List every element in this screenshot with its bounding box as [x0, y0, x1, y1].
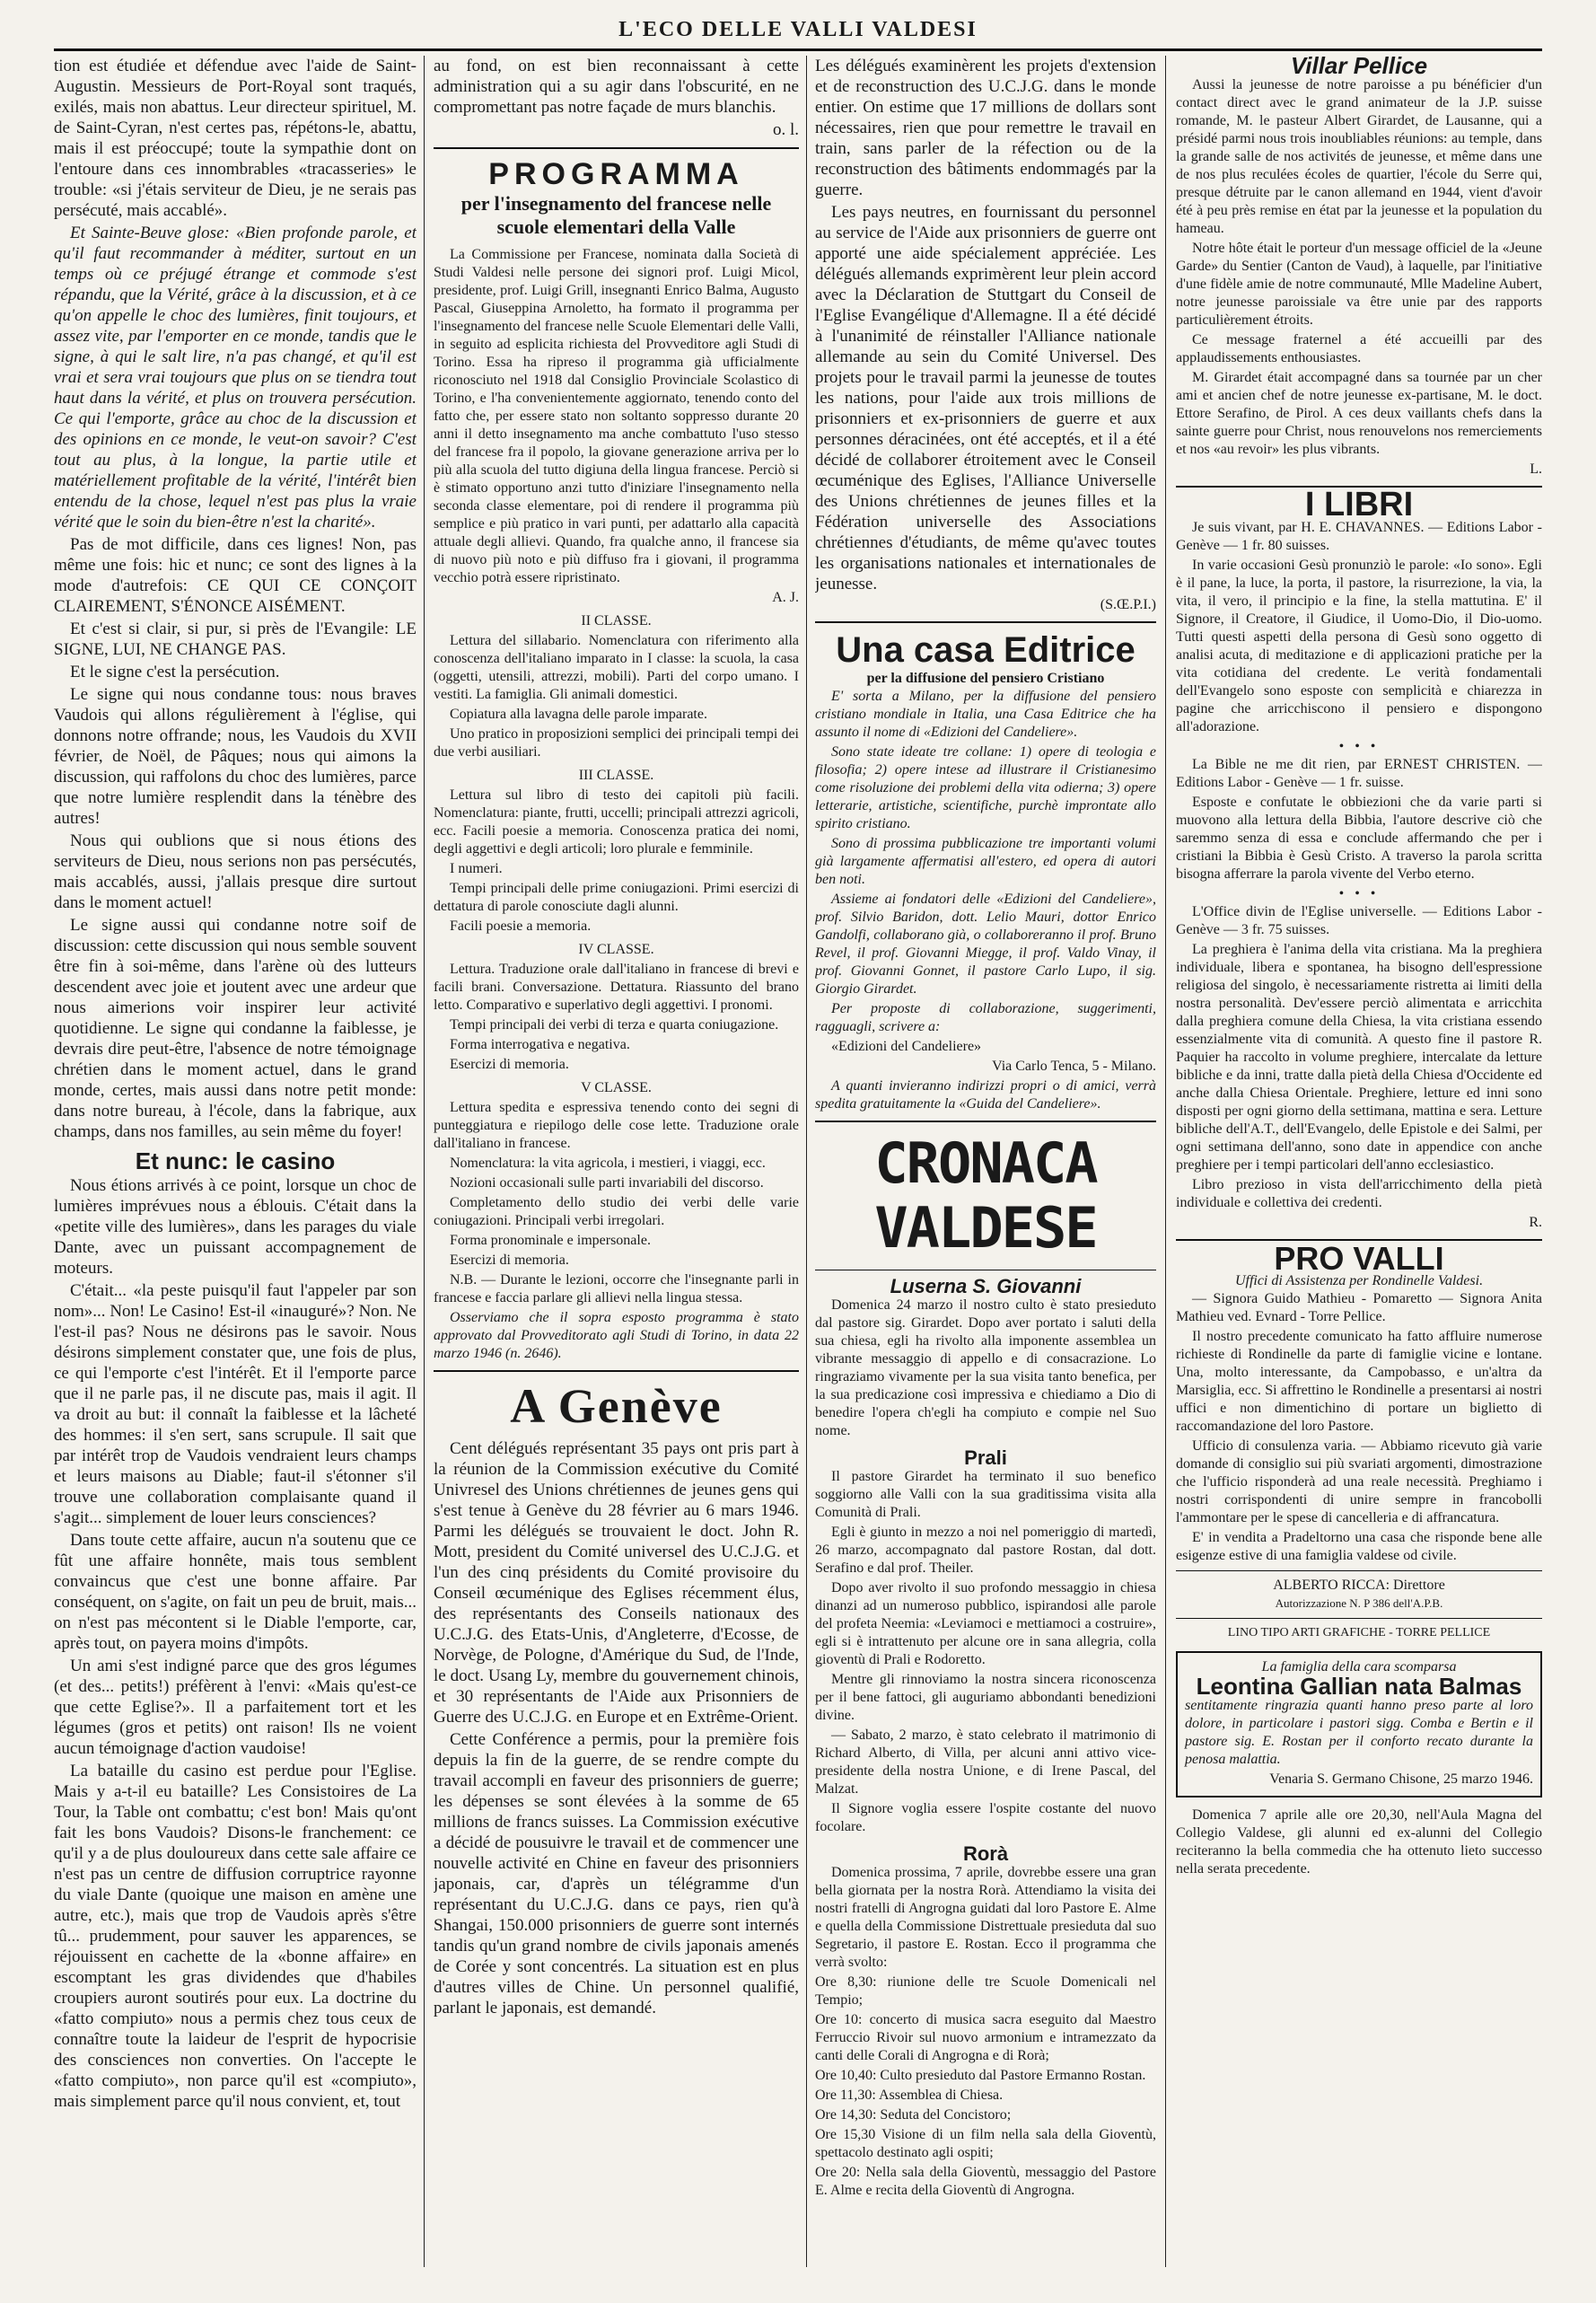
- paragraph: Domenica 7 aprile alle ore 20,30, nell'Aula Magna del Collegio Valdese, gli alunni ed ex-alunni del Collegio reciteranno la bella commedia che ha ottenuto lieto successo nella serata precedente.: [1176, 1807, 1542, 1877]
- paragraph: La Commissione per Francese, nominata dalla Società di Studi Valdesi nelle persone dei signori prof. Luigi Micol, presidente, prof. Luigi Grill, insegnanti Enrico Balma, Augusto Pascal, Giuseppina Arnoletto, ha formato il programma per l'insegnamento del francese nelle Scuole Elementari delle Valli, in seguito ad esplicita richiesta del Provveditore agli Studi di Torino. Essa ha ripreso il programma già ufficialmente riconosciuto nel 1918 dal Consiglio Provinciale Scolastico di Torino, e l'ha convenientemente aggiornato, tenendo conto del fatto che, per essere stato non soltanto soppresso durante 20 anni il detto insegnamento ma anche combattuto l'uso stesso del francese fra il popolo, la giovane generazione arriva per lo più alla scuola del tutto digiuna della lingua francese. Perciò si è stimato opportuno anzi tutto d'iniziare l'insegnamento nella seconda classe elementare, poi di rendere il programma più semplice e più pratico in vari punti, per adattarlo alla capacità attuale degli allievi. Quando, fra qualche anno, il francese sia di nuovo più noto e più diffuso fra i giovani, il programma vecchio potrà essere ripristinato.: [434, 247, 799, 585]
- signature: L.: [1530, 461, 1542, 477]
- paragraph: Nomenclatura: la vita agricola, i mestieri, i viaggi, ecc.: [450, 1156, 766, 1171]
- paragraph: La preghiera è l'anima della vita cristiana. Ma la preghiera individuale, libera e spontanea, ha bisogno dell'espressione religiosa del singolo, è necessariamente ristretta ai limiti della nostra personalità. Dev'essere perciò alimentata e arricchita dalla preghiera comune della Chiesa, la vita cristiana essendo essenzialmente vita di comunità. A questo fine il pastore R. Paquier ha raccolto in volume preghiere, intercalate da letture bibliche e da inni, tratte dalla pietà della Chiesa d'Occidente ed anche dalla Chiesa Orientale. Preghiere, letture ed inni sono disposti per ogni giorno della settimana, mattina e sera. Letture bibliche dell'A.T., dell'Evangelo, delle Epistole e dei Salmi, per ogni settimana dell'anno, sono date in appendice con anche preghiere per i tempi particolari dell'anno ecclesiastico.: [1176, 942, 1542, 1173]
- paragraph: Domenica 24 marzo il nostro culto è stato presieduto dal pastore sig. Girardet. Dopo aver portato i saluti della sua chiesa, egli ha rivolto alla imponente assemblea un vibrante messaggio di appello e di consacrazione. Lo ringraziamo vivamente per la sua visita tanto benefica, per la sua predicazione così impressiva e chiediamo a Dio di benedire l'opera ch'egli ha compiuto e compie nel Suo nome.: [815, 1297, 1156, 1438]
- paragraph: Le signe aussi qui condanne notre soif de discussion: cette discussion qui nous semble souvent être fin à soi-même, dans l'arène où des lutteurs descendent avec joie et joutent avec une ardeur que nous aimerions voir inspirer leur activité quotidienne. Le signe qui condanne la faiblesse, je devrais dire peut-être, l'absence de notre témoignage chrétien dans le moment actuel, dans le grand monde, certes, mais aussi dans notre petit monde: dans notre bureau, à l'école, dans la fabrique, aux champs, dans nos familles, au sein même du foyer!: [54, 916, 417, 1141]
- paragraph: Esercizi di memoria.: [450, 1253, 569, 1268]
- paragraph: Notre hôte était le porteur d'un message officiel de la «Jeune Garde» du Sentier (Canton de Vaud), à laquelle, par l'initiative d'une fidèle amie de notre communauté, Mlle Madeline Aubert, notre jeunesse paroissiale va être unie par des rapports particulièrement étroits.: [1176, 241, 1542, 328]
- paragraph: Tempi principali dei verbi di terza e quarta coniugazione.: [450, 1017, 779, 1033]
- classe-heading: III CLASSE.: [578, 768, 654, 783]
- program-line: Ore 10,40: Culto presieduto dal Pastore Ermanno Rostan.: [815, 2068, 1146, 2083]
- paragraph: Completamento dello studio dei verbi delle varie coniugazioni. Principali verbi irregolari.: [434, 1195, 799, 1228]
- paragraph: Libro prezioso in vista dell'arricchimento della pietà individuale e collettiva dei credenti.: [1176, 1177, 1542, 1210]
- paragraph: Egli è giunto in mezzo a noi nel pomeriggio di martedì, 26 marzo, accompagnato dal pastore Rostan, dal dott. Serafino e dal prof. Theiler.: [815, 1525, 1156, 1576]
- paragraph: C'était... «la peste puisqu'il faut l'appeler par son nom»... Non! Le Casino! Est-il «inauguré»? Non. Ne l'est-il pas? Nous ne désirons pas le savoir. Nous désirons simplement constater que, une fois de plus, ce qui l'emporte c'est l'intérêt. Et il l'emporte parce que il ne parle pas, il ne discute pas, mais il agit. Il va droit au but: il connaît la faiblesse et la lâcheté des hommes: il s'en sert, sans scrupule. Il sait que par intérêt trop de Vaudois vendraient leurs champs et leurs maisons au Diable; faut-il s'étonner s'il trouve une collaboration complaisante quand il s'agit... simplement de louer leurs consciences?: [54, 1281, 417, 1527]
- paragraph: A quanti invieranno indirizzi propri o di amici, verrà spedita gratuitamente la «Guida del Candeliere».: [815, 1078, 1156, 1112]
- paragraph: Un ami s'est indigné parce que des gros légumes (et des... petits!) préfèrent à l'envi: «Mais qu'est-ce que cette Eglise?». Il a parfaitement tort et les légumes (gros et petits) ont raison! Ils ne voient aucun témoignage d'action vaudoise!: [54, 1657, 417, 1758]
- paragraph: Copiatura alla lavagna delle parole imparate.: [450, 707, 707, 722]
- obituary-intro: La famiglia della cara scomparsa: [1261, 1659, 1457, 1675]
- paragraph: — Signora Guido Mathieu - Pomaretto — Signora Anita Mathieu ved. Evnard - Torre Pellice.: [1176, 1291, 1542, 1324]
- paragraph: E' in vendita a Pradeltorno una casa che risponde bene alle esigenze estive di una famiglia valdese od civile.: [1176, 1530, 1542, 1563]
- classe-heading: II CLASSE.: [581, 613, 652, 628]
- column-2: [434, 56, 799, 2267]
- obituary-box: [1176, 1651, 1542, 1798]
- classe-heading: IV CLASSE.: [578, 942, 654, 957]
- paragraph: Les délégués examinèrent les projets d'extension et de reconstruction des U.C.J.G. dans le monde entier. On estime que 17 millions de dollars sont nécessaires, rien que pour remettre le travail en train, sans parler de la réfection ou de la reconstruction des bâtiments endommagés par la guerre.: [815, 57, 1156, 199]
- paragraph: Facili poesie a memoria.: [450, 919, 592, 934]
- paragraph: Lettura. Traduzione orale dall'italiano in francese di brevi e facili brani. Conversazione. Dettatura. Riassunto del brano letto. Comparativo e superlativo degli aggettivi. I pronomi.: [434, 962, 799, 1013]
- director-line: ALBERTO RICCA: Direttore: [1273, 1578, 1445, 1593]
- paragraph: L'Office divin de l'Eglise universelle. — Editions Labor - Genève — 3 fr. 75 suisses.: [1176, 904, 1542, 937]
- signature: o. l.: [772, 120, 799, 139]
- divider: [815, 1121, 1156, 1122]
- paragraph: Assieme ai fondatori delle «Edizioni del Candeliere», prof. Silvio Baridon, dott. Lelio Mauri, dottor Enrico Gandolfi, collaborano già, o collaboreranno il prof. Bruno Revel, il prof. Giovanni Miegge, il prof. Valdo Vinay, il prof. Giovanni Gonnet, il pastore Carlo Lupo, il sig. Giorgio Girardet.: [815, 892, 1156, 997]
- section-heading-casino: Et nunc: le casino: [135, 1147, 336, 1174]
- paragraph: Je suis vivant, par H. E. CHAVANNES. — Editions Labor - Genève — 1 fr. 80 suisses.: [1176, 520, 1542, 553]
- paragraph: La Bible ne me dit rien, par ERNEST CHRISTEN. — Editions Labor - Genève — 1 fr. suisse.: [1176, 757, 1542, 790]
- paragraph: Sono di prossima pubblicazione tre importanti volumi già largamente affermatisi all'estero, ed opera di autori ben noti.: [815, 836, 1156, 887]
- subheading-pro-valli: Uffici di Assistenza per Rondinelle Valdesi.: [1234, 1273, 1484, 1288]
- paragraph: Et le signe c'est la persécution.: [70, 663, 280, 681]
- paragraph: Osserviamo che il sopra esposto programma è stato approvato dal Provveditorato agli Studi di Torino, in data 22 marzo 1946 (n. 2646).: [434, 1310, 799, 1361]
- paragraph: «Edizioni del Candeliere»: [831, 1039, 982, 1054]
- printer-line: LINO TIPO ARTI GRAFICHE - TORRE PELLICE: [1227, 1626, 1491, 1639]
- heading-rora: Rorà: [962, 1842, 1009, 1865]
- paragraph: Via Carlo Tenca, 5 - Milano.: [992, 1059, 1156, 1074]
- obituary-name: Leontina Gallian nata Balmas: [1196, 1673, 1522, 1700]
- paragraph: Forma interrogativa e negativa.: [450, 1037, 630, 1052]
- paragraph: Nous qui oublions que si nous étions des serviteurs de Dieu, nous serions non pas persécutés, mais accablés, aussi, j'allais presque dire surtout dans le moment actuel!: [54, 831, 417, 912]
- divider: [434, 147, 799, 149]
- paragraph: — Sabato, 2 marzo, è stato celebrato il matrimonio di Richard Alberto, di Villa, per alcuni anni attivo vice-presidente della nostra Unione, e di Irene Pascal, del Malzat.: [815, 1727, 1156, 1797]
- paragraph: Nous étions arrivés à ce point, lorsque un choc de lumières imprévues nous a éblouis. C'était dans la «petite ville des lumières», dans les parages du viale Dante, avec un puissant accompagnement de moteurs.: [54, 1176, 417, 1278]
- paragraph: Cette Conférence a permis, pour la première fois depuis la fin de la guerre, de se rendre compte du travail accompli en faveur des prisonniers de guerre; les dépenses se sont élevées à la somme de 65 millions de francs suisses. La Commission exécutive a décidé de pousuivre le travail et de commencer une nouvelle activité en Chine en faveur des prisonniers japonais, car, d'après un télégramme d'un représentant du U.C.J.G. dans ce pays, rien qu'à Shangai, 150.000 prisonniers de guerre sont internés tandis qu'un grand nombre de civils japonais amenés de Corée y sont concentrés. La situation est en plus d'autres villes de Chine. Un personnel qualifié, parlant le japonais, est demandé.: [434, 1730, 799, 2017]
- column-rule: [424, 56, 425, 2267]
- paragraph: Lettura del sillabario. Nomenclatura con riferimento alla conoscenza dell'italiano imparato in I classe: la scuola, la casa (oggetti, utensili, attrezzi, mobili). Parti del corpo umano. I vestiti. La famiglia. Gli animali domestici.: [434, 633, 799, 702]
- paragraph: E' sorta a Milano, per la diffusione del pensiero cristiano mondiale in Italia, una Casa Editrice che ha assunto il nome di «Edizioni del Candeliere».: [815, 689, 1156, 740]
- heading-villar-pellice: Villar Pellice: [1290, 56, 1428, 79]
- paragraph: Il Signore voglia essere l'ospite costante del nuovo focolare.: [815, 1801, 1156, 1834]
- paragraph: Esposte e confutate le obbiezioni che da varie parti si muovono alla lettura della Bibbia, l'autore descrive ciò che saremmo senza di essa e conclude affermando che per i cristiani la Bibbia è Gesù Cristo. A traverso la parola scritta bisogna afferrare la parola vivente del Verbo eterno.: [1176, 795, 1542, 882]
- paragraph: Et c'est si clair, si pur, si près de l'Evangile: LE SIGNE, LUI, NE CHANGE PAS.: [54, 620, 417, 659]
- paragraph: au fond, on est bien reconnaissant à cette administration qui a su agir dans l'obscurité, en ne compromettant pas notre façade de murs blanchis.: [434, 57, 799, 117]
- paragraph: Mentre gli rinnoviamo la nostra sincera riconoscenza per il bene fattoci, gli auguriamo abbondanti benedizioni divine.: [815, 1672, 1156, 1723]
- column-rule: [1165, 56, 1166, 2267]
- paragraph: Ufficio di consulenza varia. — Abbiamo ricevuto già varie domande di consiglio sui più svariati argomenti, dimostrazione che l'ufficio risponderà ad una reale necessità. Preghiamo i nostri corrispondenti di unire sempre in francobolli l'ammontare per le spese di cancelleria e di affrancatura.: [1176, 1438, 1542, 1525]
- separator-dots: • • •: [1338, 886, 1380, 901]
- signature: R.: [1529, 1215, 1542, 1230]
- paragraph: I numeri.: [450, 861, 503, 876]
- heading-i-libri: I LIBRI: [1304, 486, 1414, 523]
- paragraph: sentitamente ringrazia quanti hanno preso parte al loro dolore, in particolare i pastori sigg. Comba e Bertin e il pastore sig. E. Rostan per il conforto recato durante la penosa malattia.: [1185, 1698, 1533, 1767]
- paragraph: Aussi la jeunesse de notre paroisse a pu bénéficier d'un contact direct avec le grand animateur de la J.P. suisse romande, M. le pasteur Albert Girardet, de Lausanne, qui a présidé parmi nous trois inoubliables réunions: au temple, dans la grande salle de nos activités de jeunesse, et même dans une de nos plus reculées écoles de quartier, l'école du Serre qui, presque détruite par le canon allemand en 1944, vient d'avoir été à peu près remise en état par la jeunesse et la population du hameau.: [1176, 77, 1542, 236]
- program-line: Ore 14,30: Seduta del Concistoro;: [815, 2107, 1012, 2123]
- paragraph: Dans toute cette affaire, aucun n'a soutenu que ce fût une affaire honnête, mais tous semblent convaincus que c'est une bonne affaire. Par conséquent, on s'agite, on fait un peu de bruit, mais... on n'est pas mécontent si le Diable l'emporte, car, après tout, on payera moins d'impôts.: [54, 1531, 417, 1653]
- program-line: Ore 20: Nella sala della Gioventù, messaggio del Pastore E. Alme e recita della Gioventù di Angrogna.: [815, 2165, 1156, 2198]
- paragraph: Esercizi di memoria.: [450, 1057, 569, 1072]
- paragraph: Et Sainte-Beuve glose: «Bien profonde parole, et qu'il faut recommander à méditer, surtout en un temps où ce préjugé étrange et commode s'est répandu, que la Vérité, grâce à la discussion, et à ce qu'on appelle le choc des lumières, finit toujours, et assez vite, par l'emporter en ce monde, tandis que le signe, à qui le salt lire, n'a pas changé, et qu'il est vrai et sera vrai toujours que plus on se tiendra tout haut dans la vérité, et plus on trouvera persécution. Ce qui l'emporte, grâce au choc de la discussion et des opinions en ce monde, le veut-on savoir? C'est tout au plus, à la longue, la partie utile et matériellement profitable de la vérité, l'intérêt bien entendu de la chose, lequel n'est pas plus la vraie vérité que le soin du bien-être n'est la charité».: [54, 224, 417, 532]
- separator-dots: • • •: [1338, 739, 1380, 754]
- paragraph: Les pays neutres, en fournissant du personnel au service de l'Aide aux prisonniers de guerre ont apporté une aide spécialement appréciée. Les délégués allemands exprimèrent leur plein accord avec la Déclaration de Stuttgart du Conseil de l'Eglise Evangélique d'Allemagne. Il a été décidé à l'unanimité de réinstaller l'Alliance nationale allemande au sein du Comité Universel. Des projets pour le travail parmi la jeunesse de toutes les nations, pour l'aide aux trois millions de prisonniers et ex-prisonniers de guerre et aux personnes déracinées, ont été acceptés, et il a été décidé de collaborer étroitement avec le Conseil œcuménique des Eglises, l'Alliance Universelle des Unions chrétiennes de jeunes filles et la Fédération universelle des Associations chrétiennes d'étudiants, de même qu'avec toutes les organisations nationales et internationales de jeunesse.: [815, 203, 1156, 593]
- obituary-date: Venaria S. Germano Chisone, 25 marzo 1946.: [1269, 1771, 1533, 1787]
- divider: [434, 1370, 799, 1372]
- paragraph: In varie occasioni Gesù pronunziò le parole: «Io sono». Egli è il pane, la luce, la porta, il pastore, la risurrezione, la via, la vita, il vero, il principio e la fine, la stella mattutina. E' il Signore, il Creatore, il Giudice, il Uomo-Dio, il Dio-uomo. Tutti questi aspetti della persona di Gesù sono oggetto di analisi acuta, di meditazione e di applicazioni pratiche per la vita cotidiana del credente. Le verità fondamentali dell'Evangelo sono esposte con semplicità e chiarezza in pagine che arricchiscono il pensiero e dispongono all'adorazione.: [1176, 558, 1542, 734]
- heading-luserna: Luserna S. Giovanni: [890, 1275, 1082, 1297]
- authorization-line: Autorizzazione N. P 386 dell'A.P.B.: [1275, 1596, 1443, 1610]
- paragraph: Le signe qui nous condanne tous: nous braves Vaudois qui allons régulièrement à l'église, qui donnons notre offrande; nous, les Vaudois du XVII février, de Noël, de Pâques; nous qui aimons la discussion, qui raffolons du choc des lumières, parce que notre lumière resplendit dans la ténèbre des autres!: [54, 685, 417, 828]
- paragraph: Per proposte di collaborazione, suggerimenti, ragguagli, scrivere a:: [815, 1001, 1156, 1034]
- paragraph: Domenica prossima, 7 aprile, dovrebbe essere una gran bella giornata per la nostra Rorà. Attendiamo la visita dei nostri fratelli di Angrogna guidati dal loro Pastore E. Alme e quella della Commissione Distrettuale presieduta dal suo Segretario, il pastore E. Rostan. Ecco il programma che verrà svolto:: [815, 1865, 1156, 1970]
- signature: A. J.: [772, 590, 799, 605]
- masthead: L'ECO DELLE VALLI VALDESI: [54, 13, 1542, 51]
- heading-prali: Prali: [964, 1446, 1007, 1469]
- paragraph: Uno pratico in proposizioni semplici dei principali tempi dei due verbi ausiliari.: [434, 726, 799, 760]
- heading-programma: PROGRAMMA: [488, 157, 744, 191]
- paragraph: Il nostro precedente comunicato ha fatto affluire numerose richieste di Rondinelle da parte di famiglie vicine e lontane. Una, molto interessante, da Campobasso, e un'altra da Marsiglia, ecc. Si affrettino le Rondinelle a presentarsi ai nostri uffici e non dimentichino di portare un biglietto di raccomandazione del loro Pastore.: [1176, 1329, 1542, 1434]
- heading-geneve: A Genève: [510, 1379, 723, 1433]
- heading-pro-valli: PRO VALLI: [1274, 1240, 1444, 1277]
- divider: [1176, 1618, 1542, 1619]
- paragraph: Pas de mot difficile, dans ces lignes! Non, pas même une fois: hic et nunc; ce sont des lignes à la mode d'autrefois: CE QUI CE CONÇOIT CLAIREMENT, S'ÉNONCE AISÉMENT.: [54, 535, 417, 616]
- paragraph: M. Girardet était accompagné dans sa tournée par un cher ami et ancien chef de notre jeunesse ex-partisane, M. le doct. Ettore Serafino, de Pirol. A ces deux vaillants chefs dans la sainte guerre pour Christ, nous renouvelons nos remerciements et nos «au revoir» les plus vibrants.: [1176, 370, 1542, 457]
- heading-casa-editrice: Una casa Editrice: [836, 630, 1136, 670]
- paragraph: Lettura spedita e espressiva tenendo conto dei segni di punteggiatura e riepilogo delle cose lette. Traduzione orale dall'italiano in francese.: [434, 1100, 799, 1151]
- column-3: [815, 56, 1156, 2267]
- program-line: Ore 15,30 Visione di un film nella sala della Gioventù, spettacolo destinato agli ospiti;: [815, 2127, 1156, 2160]
- program-line: Ore 10: concerto di musica sacra eseguito dal Maestro Ferruccio Rivoir sul nuovo armonium e intramezzato da canti delle Corali di Angrogna e di Rorà;: [815, 2012, 1156, 2063]
- program-line: Ore 8,30: riunione delle tre Scuole Domenicali nel Tempio;: [815, 1974, 1156, 2008]
- divider: [815, 621, 1156, 623]
- paragraph: La bataille du casino est perdue pour l'Eglise. Mais y a-t-il eu bataille? Les Consistoires de La Tour, la Table ont combattu; c'est bon! Mais qu'ont fait les bons Vaudois? Disons-le franchement: ce qu'il y a de plus douloureux dans cette sale affaire ce n'est pas un centre de diffusion corruptrice rayonne du viale Dante (quoique une maison en amène une autre, etc.), mais que trop de Vaudois après s'être tû... prudemment, pour sauver les apparences, se réjouissent en cachette de la «bonne affaire» en escomptant les gras dividendes que d'habiles croupiers auront soutirés pour eux. La doctrine du «fatto compiuto» nous a permis chez tous ceux de connaître toute la laideur de l'esprit de hypocrisie des consciences non converties. On l'accepte le «fatto compiuto», non parce qu'il est «compiuto», mais simplement parce qu'il nous convient, et, tout: [54, 1762, 417, 2111]
- paragraph: Il pastore Girardet ha terminato il suo benefico soggiorno alle Valli con la sua graditissima visita alla Comunità di Prali.: [815, 1469, 1156, 1520]
- paragraph: Lettura sul libro di testo dei capitoli più facili. Nomenclatura: piante, frutti, uccelli; principali attrezzi agricoli, ecc. Facili poesie a memoria. Conoscenza pratica dei nomi, degli aggettivi e degli articoli; loro plurale e femminile.: [434, 787, 799, 857]
- paragraph: Ce message fraternel a été accueilli par des applaudissements enthousiastes.: [1176, 332, 1542, 365]
- divider: [1176, 1570, 1542, 1571]
- paragraph: N.B. — Durante le lezioni, occorre che l'insegnante parli in francese e faccia parlare gli allievi nella lingua stessa.: [434, 1272, 799, 1305]
- column-4: [1176, 56, 1542, 2267]
- column-rule: [806, 56, 807, 2267]
- paragraph: Tempi principali delle prime coniugazioni. Primi esercizi di dettatura di parole conosciute dagli alunni.: [434, 881, 799, 914]
- signature: (S.Œ.P.I.): [1100, 597, 1156, 612]
- paragraph: Cent délégués représentant 35 pays ont pris part à la réunion de la Commission exécutive du Comité Univresel des Unions chrétiennes de jeunes gens qui s'est tenue à Genève du 28 février au 6 mars 1946. Parmi les délégués se trouvaient le doct. John R. Mott, president du Comité universel des U.C.J.G. et l'un des cinq présidents du Comité provisoire du Conseil œcuménique des Eglises récemment élus, des représentants des Conseils nationaux des U.C.J.G. des Etats-Unis, d'Angleterre, d'Ecosse, de Norvège, de Pologne, d'Amérique du Sud, de l'Inde, le doct. Usang Ly, membre du gouvernement chinois, et 30 représentants de l'Aide aux Prisonniers de Guerre des U.C.J.G. en Europe et en Extrême-Orient.: [434, 1439, 799, 1727]
- paragraph: Sono state ideate tre collane: 1) opere di teologia e filosofia; 2) opere intese ad illustrare il Cristianesimo come risoluzione dei problemi della vita odierna; 3) opere letterarie, artistiche, scientifiche, purchè improntate allo spirito cristiano.: [815, 744, 1156, 831]
- paragraph: tion est étudiée et défendue avec l'aide de Saint-Augustin. Messieurs de Port-Royal sont traqués, exilés, mais non abattus. Leur directeur spirituel, M. de Saint-Cyran, n'est certes pas, répétons-le, abattu, mais il est préoccupé; toute la sympathie dont on l'entoure dans ces innombrables «tracasseries» le trouble: «si j'étais serviteur de Dieu, je ne serais pas persécuté, mais accablé».: [54, 57, 417, 220]
- subheading-casa: per la diffusione del pensiero Cristiano: [866, 671, 1105, 686]
- program-line: Ore 11,30: Assemblea di Chiesa.: [815, 2088, 1004, 2103]
- column-1: [54, 56, 417, 2267]
- subheading-programma: per l'insegnamento del francese nelle scuole elementari della Valle: [460, 192, 772, 238]
- paragraph: Forma pronominale e impersonale.: [450, 1233, 651, 1248]
- paragraph: Nozioni occasionali sulle parti invariabili del discorso.: [450, 1175, 764, 1191]
- classe-heading: V CLASSE.: [581, 1080, 652, 1095]
- heading-cronaca-valdese: CRONACA VALDESE: [874, 1130, 1097, 1261]
- paragraph: Dopo aver rivolto il suo profondo messaggio in chiesa dinanzi ad un numeroso pubblico, ispirandosi alle parole del profeta Neemia: «Leviamoci e mettiamoci a costruire», egli si è intrattenuto per alcune ore in sana allegria, colla gioventù di Prali e Rodoretto.: [815, 1580, 1156, 1667]
